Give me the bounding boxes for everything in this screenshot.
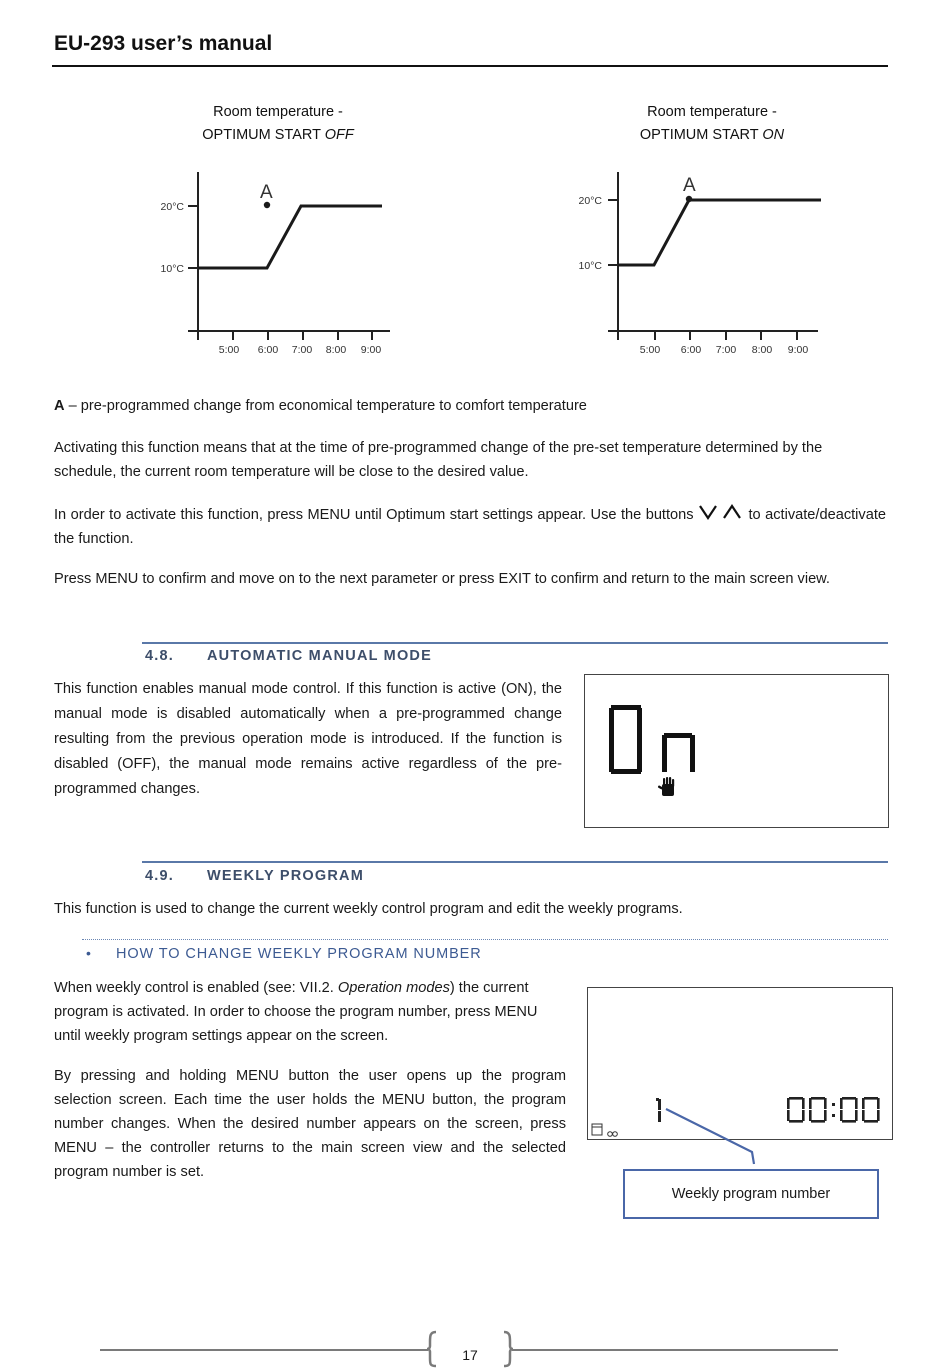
x-tick-label: 6:00	[257, 344, 279, 356]
x-tick-label: 7:00	[715, 344, 737, 356]
x-tick-label: 9:00	[360, 344, 382, 356]
y-tick-label: 20°C	[578, 195, 602, 207]
annotation-a: A	[260, 182, 273, 203]
x-tick-label: 8:00	[325, 344, 347, 356]
chart-on-caption-line1: Room temperature -	[647, 104, 777, 120]
subheading-rule	[82, 939, 888, 940]
y-tick-label: 10°C	[578, 260, 602, 272]
y-tick-label: 10°C	[160, 263, 184, 275]
x-tick-label: 5:00	[218, 344, 240, 356]
annotation-a: A	[683, 175, 696, 196]
header-rule	[52, 65, 888, 67]
page-number: 17	[462, 1347, 478, 1363]
weekly-paragraph-2: By pressing and holding MENU button the user opens up the program selection screen. Each time the user holds the MENU button, the program number changes. When the desired number appears on the screen, press MENU – the controller returns to the main screen view and the selected program number is set.	[54, 1068, 566, 1180]
page-header-title: EU-293 user’s manual	[54, 32, 273, 55]
temperature-series-line	[618, 200, 821, 265]
paragraph-activation: Activating this function means that at the time of pre-programmed change of the pre-set temperature determined by the schedule, the current room temperature will be close to the desired value.	[54, 440, 823, 480]
chart-optimum-on	[560, 160, 840, 370]
lcd-on-readout	[585, 675, 888, 827]
definition-a-text: pre-programmed change from economical temperature to comfort temperature	[80, 398, 587, 414]
arrow-down-up-icon	[698, 504, 744, 520]
section-49-number: 4.9.	[145, 868, 174, 884]
chart-off-caption	[178, 101, 378, 147]
chart-on-caption	[612, 101, 812, 147]
x-tick-label: 9:00	[787, 344, 809, 356]
lcd-display-manual-mode	[584, 674, 889, 828]
chart-optimum-off	[140, 160, 410, 370]
section-49-rule	[142, 861, 888, 863]
y-tick-label: 20°C	[160, 201, 184, 213]
x-tick-label: 8:00	[751, 344, 773, 356]
calendar-icon	[592, 1124, 617, 1136]
x-tick-label: 7:00	[291, 344, 313, 356]
section-49-text: This function is used to change the current weekly control program and edit the weekly programs.	[54, 901, 683, 917]
temperature-series-line	[198, 206, 382, 268]
footer-bracket-left	[424, 1330, 440, 1368]
paragraph-confirm: Press MENU to confirm and move on to the next parameter or press EXIT to confirm and return to the main screen view.	[54, 571, 830, 587]
section-49-title: WEEKLY PROGRAM	[207, 868, 364, 884]
x-tick-label: 6:00	[680, 344, 702, 356]
callout-leader-line	[660, 1100, 770, 1170]
bullet-icon: •	[86, 945, 91, 961]
definition-a: A – pre-programmed change from economical temperature to comfort temperature	[54, 398, 587, 414]
chart-off-caption-line2: OPTIMUM START OFF	[202, 127, 354, 143]
weekly-paragraph-1: When weekly control is enabled (see: VII.2. Operation modes) the current program is activated. In order to choose the program number, press MENU until weekly program settings appear on the screen.	[54, 980, 538, 1044]
subheading-weekly-program: HOW TO CHANGE WEEKLY PROGRAM NUMBER	[116, 946, 482, 962]
definition-a-label: A	[54, 398, 65, 414]
callout-weekly-program-number: Weekly program number	[623, 1169, 879, 1219]
section-48-number: 4.8.	[145, 648, 174, 664]
footer-rule-left	[100, 1349, 428, 1351]
x-tick-label: 5:00	[639, 344, 661, 356]
section-48-text: This function enables manual mode control. If this function is active (ON), the manual mode is disabled automatically when a pre-programmed change resulting from the previous operation mode is introduced. If the function is disabled (OFF), the manual mode remains active regardless of the pre-programmed changes.	[54, 681, 562, 797]
footer-rule-right	[512, 1349, 838, 1351]
chart-off-caption-line1: Room temperature -	[213, 104, 343, 120]
point-a-marker	[686, 196, 692, 202]
footer-bracket-right	[500, 1330, 516, 1368]
section-48-rule	[142, 642, 888, 644]
chart-on-caption-line2: OPTIMUM START ON	[639, 127, 785, 143]
section-48-title: AUTOMATIC MANUAL MODE	[207, 648, 432, 664]
paragraph-buttons: In order to activate this function, press MENU until Optimum start settings appear. Use the buttons to activate/deactivate the function.	[54, 503, 886, 551]
